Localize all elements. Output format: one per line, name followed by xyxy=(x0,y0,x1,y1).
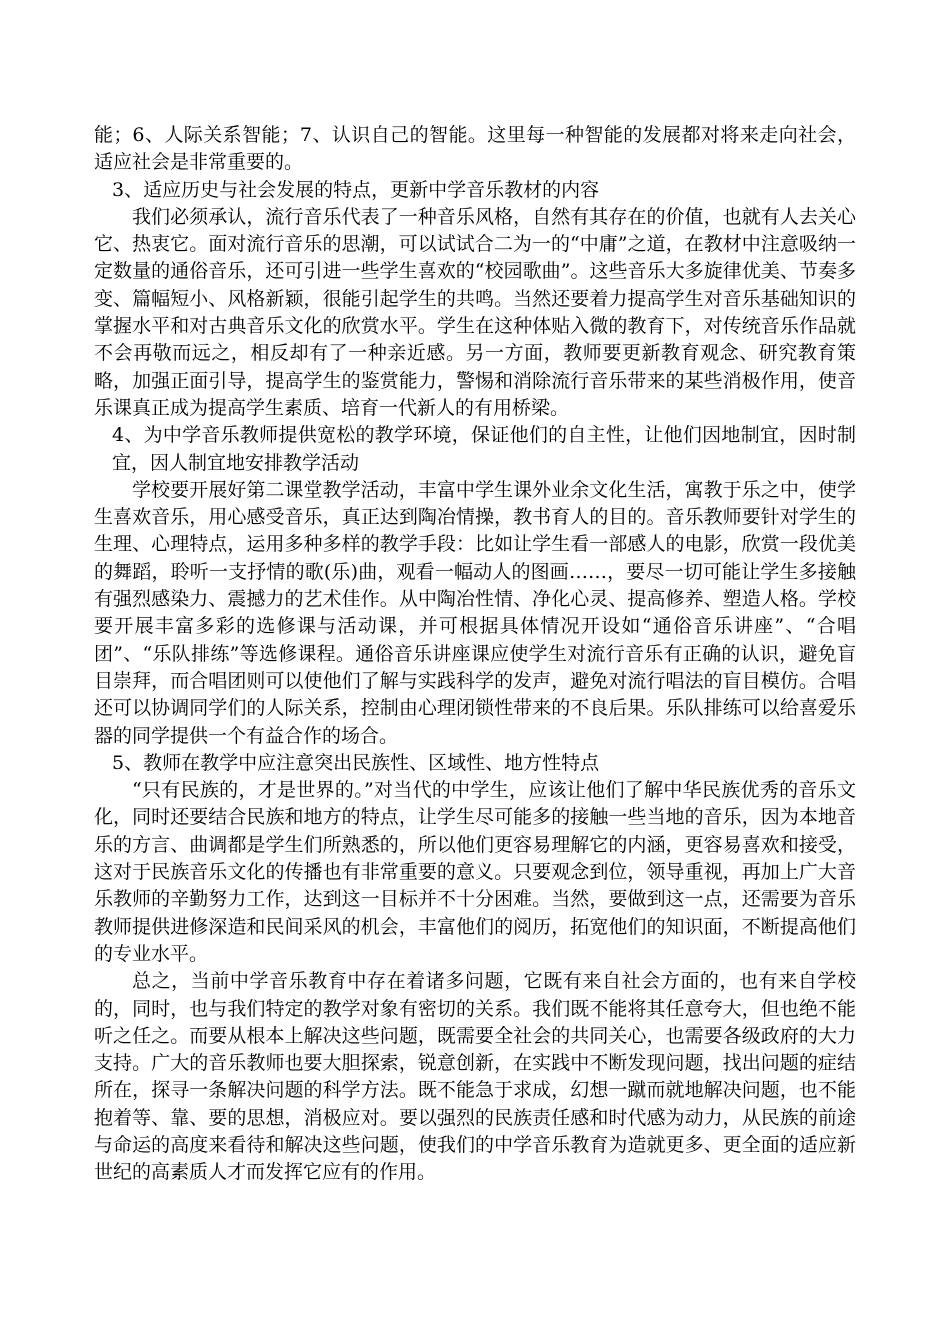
body-paragraph: 学校要开展好第二课堂教学活动，丰富中学生课外业余文化生活，寓教于乐之中，使学生喜欢音乐，用心感受音乐，真正达到陶冶情操，教书育人的目的。音乐教师要针对学生的生理、心理特点，运用多种多样的教学手段：比如让学生看一部感人的电影，欣赏一段优美的舞蹈，聆听一支抒情的歌(乐)曲，观看一幅动人的图画……，要尽一切可能让学生多接触有强烈感染力、震撼力的艺术佳作。从中陶冶性情、净化心灵、提高修养、塑造人格。学校要开展丰富多彩的选修课与活动课，并可根据具体情况开设如“通俗音乐讲座”、“合唱团”、“乐队排练”等选修课程。通俗音乐讲座课应使学生对流行音乐有正确的认识，避免盲目崇拜，而合唱团则可以使他们了解与实践科学的发声，避免对流行唱法的盲目模仿。合唱还可以协调同学们的人际关系，控制由心理闭锁性带来的不良后果。乐队排练可以给喜爱乐器的同学提供一个有益合作的场合。 xyxy=(94,478,856,747)
document-body xyxy=(94,122,856,1187)
body-paragraph: “只有民族的，才是世界的。”对当代的中学生，应该让他们了解中华民族优秀的音乐文化，同时还要结合民族和地方的特点，让学生尽可能多的接触一些当地的音乐，因为本地音乐的方言、曲调都是学生们所熟悉的，所以他们更容易理解它的内涵，更容易喜欢和接受，这对于民族音乐文化的传播也有非常重要的意义。只要观念到位，领导重视，再加上广大音乐教师的辛勤努力工作，达到这一目标并不十分困难。当然，要做到这一点，还需要为音乐教师提供进修深造和民间采风的机会，丰富他们的阅历，拓宽他们的知识面，不断提高他们的专业水平。 xyxy=(94,779,856,965)
body-paragraph: 我们必须承认，流行音乐代表了一种音乐风格，自然有其存在的价值，也就有人去关心它、热衷它。面对流行音乐的思潮，可以试试合二为一的“中庸”之道，在教材中注意吸纳一定数量的通俗音乐，还可引进一些学生喜欢的“校园歌曲”。这些音乐大多旋律优美、节奏多变、篇幅短小、风格新颖，很能引起学生的共鸣。当然还要着力提高学生对音乐基础知识的掌握水平和对古典音乐文化的欣赏水平。学生在这种体贴入微的教育下，对传统音乐作品就不会再敬而远之，相反却有了一种亲近感。另一方面，教师要更新教育观念、研究教育策略，加强正面引导，提高学生的鉴赏能力，警惕和消除流行音乐带来的某些消极作用，使音乐课真正成为提高学生素质、培育一代新人的有用桥梁。 xyxy=(94,205,856,419)
section-heading-5: 5、教师在教学中应注意突出民族性、区域性、地方性特点 xyxy=(112,751,600,774)
section-heading-3: 3、适应历史与社会发展的特点，更新中学音乐教材的内容 xyxy=(112,178,600,201)
section-heading-4: 4、为中学音乐教师提供宽松的教学环境，保证他们的自主性，让他们因地制宜，因时制宜，因人制宜地安排教学活动 xyxy=(112,424,856,474)
continued-paragraph: 能；6、人际关系智能；7、认识自己的智能。这里每一种智能的发展都对将来走向社会，适应社会是非常重要的。 xyxy=(94,124,856,174)
conclusion-paragraph: 总之，当前中学音乐教育中存在着诸多问题，它既有来自社会方面的，也有来自学校的，同时，也与我们特定的教学对象有密切的关系。我们既不能将其任意夸大，但也绝不能听之任之。而要从根本上解决这些问题，既需要全社会的共同关心，也需要各级政府的大力支持。广大的音乐教师也要大胆探索，锐意创新，在实践中不断发现问题，找出问题的症结所在，探寻一条解决问题的科学方法。既不能急于求成，幻想一蹴而就地解决问题，也不能抱着等、靠、要的思想，消极应对。要以强烈的民族责任感和时代感为动力，从民族的前途与命运的高度来看待和解决这些问题，使我们的中学音乐教育为造就更多、更全面的适应新世纪的高素质人才而发挥它应有的作用。 xyxy=(94,970,856,1184)
